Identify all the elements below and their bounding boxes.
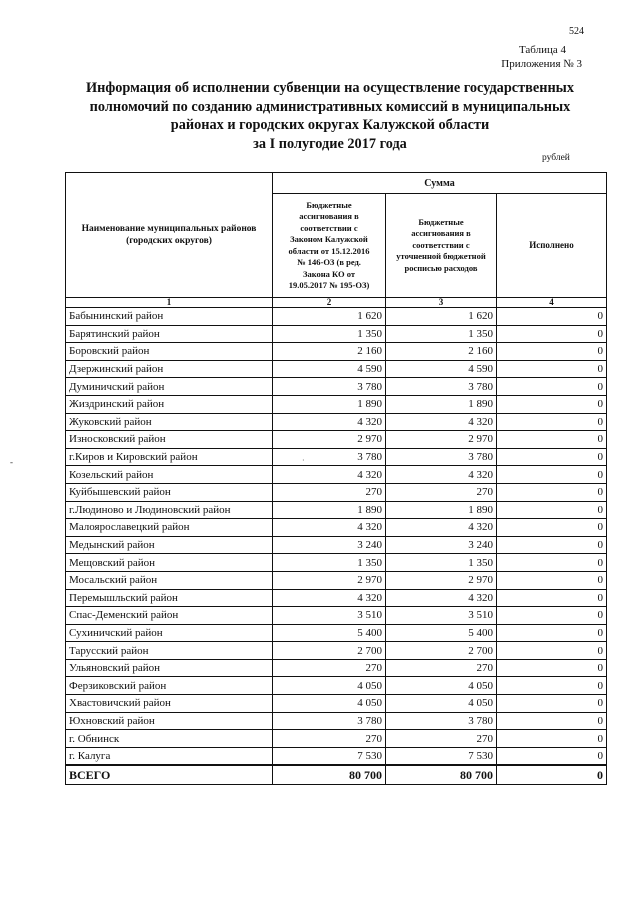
title-line: за I полугодие 2017 года bbox=[253, 135, 407, 152]
column-header-name: Наименование муниципальных районов (городских округов) bbox=[66, 173, 273, 298]
district-name: Куйбышевский район bbox=[66, 483, 273, 501]
header-line: Бюджетные bbox=[418, 216, 464, 227]
column-header-budget-refined bbox=[386, 194, 497, 298]
district-name: Жиздринский район bbox=[66, 395, 273, 413]
title-line: полномочий по созданию административных комиссий в муниципальных bbox=[89, 98, 571, 115]
district-name: Бабынинский район bbox=[66, 308, 273, 326]
budget-refined-value: 270 bbox=[386, 659, 497, 677]
budget-refined-value: 1 350 bbox=[386, 554, 497, 572]
subvention-table bbox=[65, 172, 607, 785]
budget-refined-value: 7 530 bbox=[386, 747, 497, 765]
header-line: уточненной бюджетной bbox=[396, 251, 486, 262]
budget-law-value: 4 320 bbox=[273, 466, 386, 484]
executed-value: 0 bbox=[497, 554, 607, 572]
executed-value: 0 bbox=[497, 712, 607, 730]
budget-refined-value: 2 160 bbox=[386, 343, 497, 361]
district-name: г.Людиново и Людиновский район bbox=[66, 501, 273, 519]
header-line: росписью расходов bbox=[404, 262, 478, 273]
executed-value: 0 bbox=[497, 431, 607, 449]
budget-refined-value: 1 350 bbox=[386, 325, 497, 343]
district-name: Дзержинский район bbox=[66, 360, 273, 378]
budget-law-value: 2 700 bbox=[273, 642, 386, 660]
budget-refined-value: 4 320 bbox=[386, 589, 497, 607]
budget-refined-value: 4 590 bbox=[386, 360, 497, 378]
table-row bbox=[66, 730, 607, 748]
budget-refined-value: 4 050 bbox=[386, 677, 497, 695]
executed-value: 0 bbox=[497, 308, 607, 326]
executed-value: 0 bbox=[497, 642, 607, 660]
table-row bbox=[66, 589, 607, 607]
budget-law-value: 1 350 bbox=[273, 325, 386, 343]
budget-law-value: 5 400 bbox=[273, 624, 386, 642]
executed-value: 0 bbox=[497, 466, 607, 484]
column-number: 1 bbox=[66, 298, 273, 308]
budget-refined-value: 1 890 bbox=[386, 501, 497, 519]
budget-refined-value: 3 780 bbox=[386, 448, 497, 466]
total-executed: 0 bbox=[497, 765, 607, 785]
executed-value: 0 bbox=[497, 501, 607, 519]
budget-refined-value: 270 bbox=[386, 483, 497, 501]
table-row bbox=[66, 431, 607, 449]
margin-mark: - bbox=[10, 457, 13, 467]
executed-value: 0 bbox=[497, 360, 607, 378]
table-row bbox=[66, 607, 607, 625]
title-line: Информация об исполнении субвенции на осуществление государственных bbox=[85, 80, 574, 96]
budget-law-value: 270 bbox=[273, 730, 386, 748]
district-name: Барятинский район bbox=[66, 325, 273, 343]
budget-law-value: 4 050 bbox=[273, 677, 386, 695]
table-row bbox=[66, 677, 607, 695]
table-row bbox=[66, 395, 607, 413]
table-row bbox=[66, 554, 607, 572]
header-line: № 146-ОЗ (в ред. bbox=[297, 257, 361, 267]
table-row bbox=[66, 325, 607, 343]
budget-law-value: 1 890 bbox=[273, 501, 386, 519]
column-header-sum: Сумма bbox=[273, 173, 607, 194]
header-line: Бюджетные bbox=[306, 199, 352, 210]
budget-law-value: 2 970 bbox=[273, 431, 386, 449]
currency-label: рублей bbox=[542, 153, 570, 163]
district-name: Боровский район bbox=[66, 343, 273, 361]
column-header-budget-law bbox=[273, 194, 386, 298]
budget-law-value: 270 bbox=[273, 483, 386, 501]
district-name: Тарусский район bbox=[66, 642, 273, 660]
budget-refined-value: 4 320 bbox=[386, 466, 497, 484]
total-row bbox=[66, 765, 607, 785]
header-line: соответствии с bbox=[412, 239, 470, 250]
executed-value: 0 bbox=[497, 624, 607, 642]
total-budget-law: 80 700 bbox=[273, 765, 386, 785]
header-line: Законом Калужской bbox=[290, 234, 368, 244]
header-line: области от 15.12.2016 bbox=[288, 245, 370, 256]
table-row bbox=[66, 624, 607, 642]
table-row bbox=[66, 413, 607, 431]
table-row bbox=[66, 695, 607, 713]
header-line: 19.05.2017 № 195-ОЗ) bbox=[288, 280, 370, 290]
district-name: Мещовский район bbox=[66, 554, 273, 572]
district-name: Хвастовичский район bbox=[66, 695, 273, 713]
budget-refined-value: 3 240 bbox=[386, 536, 497, 554]
column-header-executed: Исполнено bbox=[497, 194, 607, 298]
budget-law-value: 2 160 bbox=[273, 343, 386, 361]
budget-refined-value: 4 050 bbox=[386, 695, 497, 713]
table-row bbox=[66, 642, 607, 660]
table-row bbox=[66, 308, 607, 326]
budget-law-value: 4 320 bbox=[273, 589, 386, 607]
budget-refined-value: 4 320 bbox=[386, 519, 497, 537]
budget-law-value: 1 890 bbox=[273, 395, 386, 413]
budget-law-value: 3 510 bbox=[273, 607, 386, 625]
header-line: соответствии с bbox=[300, 222, 358, 233]
table-row bbox=[66, 747, 607, 765]
budget-law-value: 4 050 bbox=[273, 695, 386, 713]
budget-refined-value: 2 970 bbox=[386, 571, 497, 589]
district-name: Спас-Деменский район bbox=[66, 607, 273, 625]
total-budget-refined: 80 700 bbox=[386, 765, 497, 785]
executed-value: 0 bbox=[497, 730, 607, 748]
district-name: г.Киров и Кировский район bbox=[66, 448, 273, 466]
header-line: Закона КО от bbox=[302, 268, 356, 279]
budget-refined-value: 1 890 bbox=[386, 395, 497, 413]
district-name: Ферзиковский район bbox=[66, 677, 273, 695]
column-number: 4 bbox=[497, 298, 607, 308]
table-row bbox=[66, 536, 607, 554]
table-row bbox=[66, 448, 607, 466]
table-row bbox=[66, 378, 607, 396]
district-name: Малоярославецкий район bbox=[66, 519, 273, 537]
budget-law-value: 4 590 bbox=[273, 360, 386, 378]
executed-value: 0 bbox=[497, 747, 607, 765]
district-name: Юхновский район bbox=[66, 712, 273, 730]
executed-value: 0 bbox=[497, 343, 607, 361]
budget-refined-value: 3 780 bbox=[386, 378, 497, 396]
executed-value: 0 bbox=[497, 378, 607, 396]
table-row bbox=[66, 519, 607, 537]
table-row bbox=[66, 466, 607, 484]
total-label: ВСЕГО bbox=[66, 765, 273, 785]
table-row bbox=[66, 712, 607, 730]
budget-law-value: 3 240 bbox=[273, 536, 386, 554]
district-name: Жуковский район bbox=[66, 413, 273, 431]
table-row bbox=[66, 360, 607, 378]
stray-dot: · bbox=[302, 456, 305, 465]
budget-refined-value: 2 970 bbox=[386, 431, 497, 449]
district-name: Мосальский район bbox=[66, 571, 273, 589]
district-name: Сухиничский район bbox=[66, 624, 273, 642]
district-name: Думиничский район bbox=[66, 378, 273, 396]
executed-value: 0 bbox=[497, 325, 607, 343]
table-body bbox=[66, 308, 607, 766]
district-name: Износковский район bbox=[66, 431, 273, 449]
table-row bbox=[66, 659, 607, 677]
district-name: Ульяновский район bbox=[66, 659, 273, 677]
budget-law-value: 7 530 bbox=[273, 747, 386, 765]
table-label: Таблица 4 bbox=[518, 44, 566, 56]
header-line: ассигнования в bbox=[411, 228, 471, 239]
column-number: 2 bbox=[273, 298, 386, 308]
executed-value: 0 bbox=[497, 607, 607, 625]
table-row bbox=[66, 501, 607, 519]
budget-refined-value: 2 700 bbox=[386, 642, 497, 660]
column-number: 3 bbox=[386, 298, 497, 308]
table-row bbox=[66, 571, 607, 589]
budget-law-value: 4 320 bbox=[273, 413, 386, 431]
district-name: Козельский район bbox=[66, 466, 273, 484]
budget-refined-value: 4 320 bbox=[386, 413, 497, 431]
executed-value: 0 bbox=[497, 589, 607, 607]
executed-value: 0 bbox=[497, 483, 607, 501]
executed-value: 0 bbox=[497, 695, 607, 713]
document-title bbox=[60, 79, 600, 153]
executed-value: 0 bbox=[497, 536, 607, 554]
header-line: ассигнования в bbox=[299, 211, 359, 221]
district-name: г. Обнинск bbox=[66, 730, 273, 748]
district-name: г. Калуга bbox=[66, 747, 273, 765]
budget-refined-value: 3 780 bbox=[386, 712, 497, 730]
budget-law-value: 1 620 bbox=[273, 308, 386, 326]
budget-law-value: 3 780 bbox=[273, 378, 386, 396]
table-row bbox=[66, 343, 607, 361]
page-number: 524 bbox=[569, 26, 584, 37]
table-row bbox=[66, 483, 607, 501]
budget-refined-value: 270 bbox=[386, 730, 497, 748]
budget-refined-value: 1 620 bbox=[386, 308, 497, 326]
district-name: Медынский район bbox=[66, 536, 273, 554]
executed-value: 0 bbox=[497, 395, 607, 413]
budget-law-value: 3 780 bbox=[273, 712, 386, 730]
title-line: районах и городских округах Калужской области bbox=[170, 117, 490, 133]
budget-law-value: 270 bbox=[273, 659, 386, 677]
executed-value: 0 bbox=[497, 413, 607, 431]
executed-value: 0 bbox=[497, 448, 607, 466]
budget-law-value: 3 780 bbox=[273, 448, 386, 466]
budget-refined-value: 5 400 bbox=[386, 624, 497, 642]
appendix-label: Приложения № 3 bbox=[501, 58, 582, 70]
executed-value: 0 bbox=[497, 519, 607, 537]
budget-law-value: 1 350 bbox=[273, 554, 386, 572]
executed-value: 0 bbox=[497, 571, 607, 589]
budget-law-value: 2 970 bbox=[273, 571, 386, 589]
district-name: Перемышльский район bbox=[66, 589, 273, 607]
budget-law-value: 4 320 bbox=[273, 519, 386, 537]
budget-refined-value: 3 510 bbox=[386, 607, 497, 625]
executed-value: 0 bbox=[497, 677, 607, 695]
executed-value: 0 bbox=[497, 659, 607, 677]
